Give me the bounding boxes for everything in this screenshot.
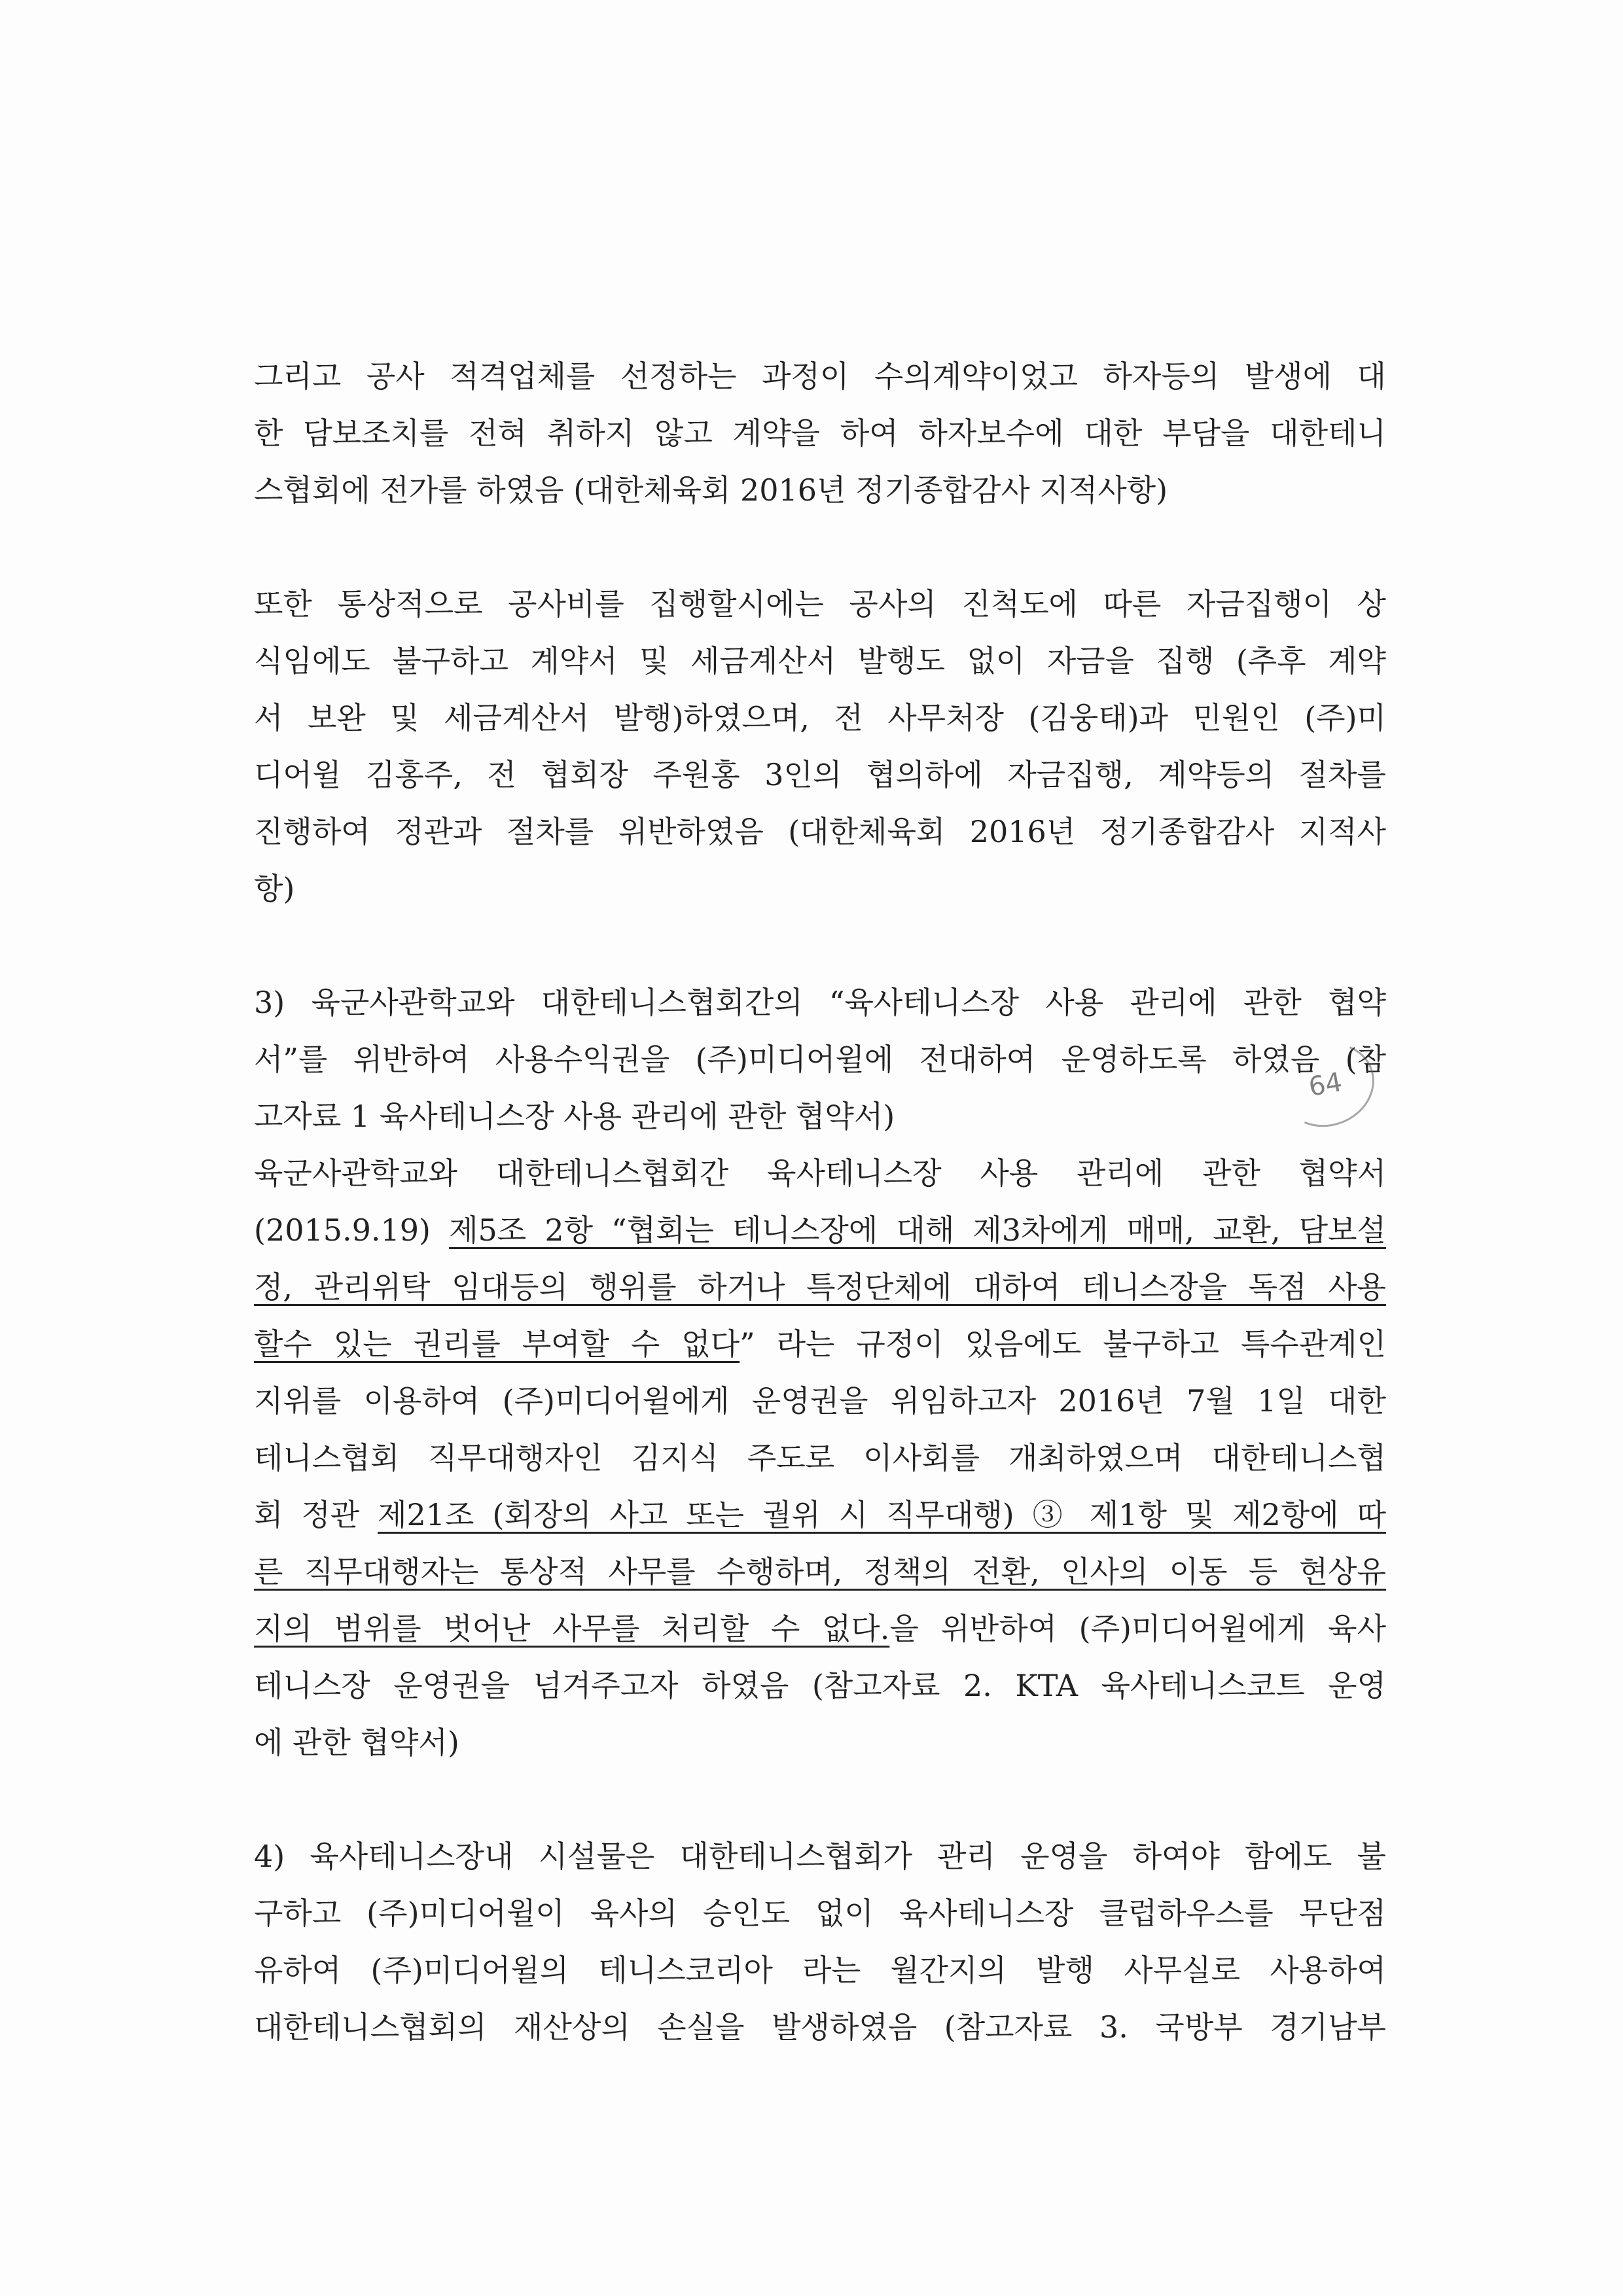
plain-text: ” 라는 규정이 있음에도 불구하고 특수관계인 bbox=[740, 1326, 1386, 1362]
paragraph-3-line-1: 3) 육군사관학교와 대한테니스협회간의 “육사테니스장 사용 관리에 관한 협약 bbox=[254, 985, 1386, 1020]
paragraph-2-line-2: 식임에도 불구하고 계약서 및 세금계산서 발행도 없이 자금을 집행 (추후 계약 bbox=[254, 643, 1386, 679]
underlined-clause: 른 직무대행자는 통상적 사무를 수행하며, 정책의 전환, 인사의 이동 등 현상유 bbox=[254, 1554, 1386, 1589]
paragraph-1-line-3: 스협회에 전가를 하였음 (대한체육회 2016년 정기종합감사 지적사항) bbox=[254, 472, 1168, 508]
paragraph-3-line-3: 고자료 1 육사테니스장 사용 관리에 관한 협약서) bbox=[254, 1099, 895, 1134]
underlined-clause: 제21조 (회장의 사고 또는 궐위 시 직무대행) ③ 제1항 및 제2항에 따 bbox=[378, 1497, 1386, 1532]
page-number-stamp-text: 64 bbox=[1306, 1067, 1345, 1103]
paragraph-4-line-10: 테니스장 운영권을 넘겨주고자 하였음 (참고자료 2. KTA 육사테니스코트 운영 bbox=[254, 1668, 1386, 1703]
paragraph-1-line-2: 한 담보조치를 전혀 취하지 않고 계약을 하여 하자보수에 대한 부담을 대한테니 bbox=[254, 415, 1386, 451]
paragraph-5-line-3: 유하여 (주)미디어윌의 테니스코리아 라는 월간지의 발행 사무실로 사용하여 bbox=[254, 1952, 1386, 1988]
paragraph-1-line-1: 그리고 공사 적격업체를 선정하는 과정이 수의계약이었고 하자등의 발생에 대 bbox=[254, 359, 1386, 394]
paragraph-4-line-11: 에 관한 협약서) bbox=[254, 1725, 459, 1760]
underlined-clause: 정, 관리위탁 임대등의 행위를 하거나 특정단체에 대하여 테니스장을 독점 사용 bbox=[254, 1269, 1386, 1305]
paragraph-4-line-4 bbox=[254, 1316, 1386, 1373]
paragraph-4-line-5: 지위를 이용하여 (주)미디어윌에게 운영권을 위임하고자 2016년 7월 1일 대한 bbox=[254, 1383, 1386, 1419]
paragraph-2-line-1: 또한 통상적으로 공사비를 집행할시에는 공사의 진척도에 따른 자금집행이 상 bbox=[254, 586, 1386, 622]
paragraph-1 bbox=[254, 348, 1386, 519]
plain-text: (2015.9.19) bbox=[254, 1212, 450, 1248]
paragraph-4-line-9 bbox=[254, 1600, 1386, 1657]
paragraph-4-line-1: 육군사관학교와 대한테니스협회간 육사테니스장 사용 관리에 관한 협약서 bbox=[254, 1156, 1386, 1191]
paragraph-2-line-5: 진행하여 정관과 절차를 위반하였음 (대한체육회 2016년 정기종합감사 지적사 bbox=[254, 814, 1386, 849]
paragraph-5-item-4 bbox=[254, 1828, 1386, 2056]
paragraph-5-line-4: 대한테니스협회의 재산상의 손실을 발생하였음 (참고자료 3. 국방부 경기남부 bbox=[254, 2009, 1386, 2045]
paragraph-5-line-2: 구하고 (주)미디어윌이 육사의 승인도 없이 육사테니스장 클럽하우스를 무단점 bbox=[254, 1896, 1386, 1931]
document-body bbox=[254, 348, 1386, 2056]
underlined-clause: 제5조 2항 “협회는 테니스장에 대해 제3차에게 매매, 교환, 담보설 bbox=[449, 1212, 1386, 1248]
plain-text: 회 정관 bbox=[254, 1497, 378, 1532]
paragraph-3-item-3 bbox=[254, 974, 1386, 1145]
paragraph-2 bbox=[254, 576, 1386, 917]
paragraph-4-line-7 bbox=[254, 1487, 1386, 1544]
underlined-clause: 할수 있는 권리를 부여할 수 없다 bbox=[254, 1326, 740, 1362]
underlined-clause: 지의 범위를 벗어난 사무를 처리할 수 없다. bbox=[254, 1611, 890, 1646]
paragraph-5-line-1: 4) 육사테니스장내 시설물은 대한테니스협회가 관리 운영을 하여야 함에도 불 bbox=[254, 1839, 1386, 1874]
paragraph-2-line-4: 디어윌 김홍주, 전 협회장 주원홍 3인의 협의하에 자금집행, 계약등의 절차를 bbox=[254, 757, 1386, 792]
paragraph-2-line-6: 항) bbox=[254, 871, 295, 906]
paragraph-2-line-3: 서 보완 및 세금계산서 발행)하였으며, 전 사무처장 (김웅태)과 민원인 (주)미 bbox=[254, 700, 1386, 735]
paragraph-3-line-2: 서”를 위반하여 사용수익권을 (주)미디어윌에 전대하여 운영하도록 하였음 (참 bbox=[254, 1042, 1386, 1077]
plain-text: 을 위반하여 (주)미디어윌에게 육사 bbox=[889, 1611, 1386, 1646]
paragraph-4-line-3 bbox=[254, 1259, 1386, 1316]
paragraph-4-line-6: 테니스협회 직무대행자인 김지식 주도로 이사회를 개최하였으며 대한테니스협 bbox=[254, 1440, 1386, 1475]
paragraph-4-line-2 bbox=[254, 1202, 1386, 1259]
paragraph-4 bbox=[254, 1145, 1386, 1771]
paragraph-4-line-8 bbox=[254, 1544, 1386, 1600]
